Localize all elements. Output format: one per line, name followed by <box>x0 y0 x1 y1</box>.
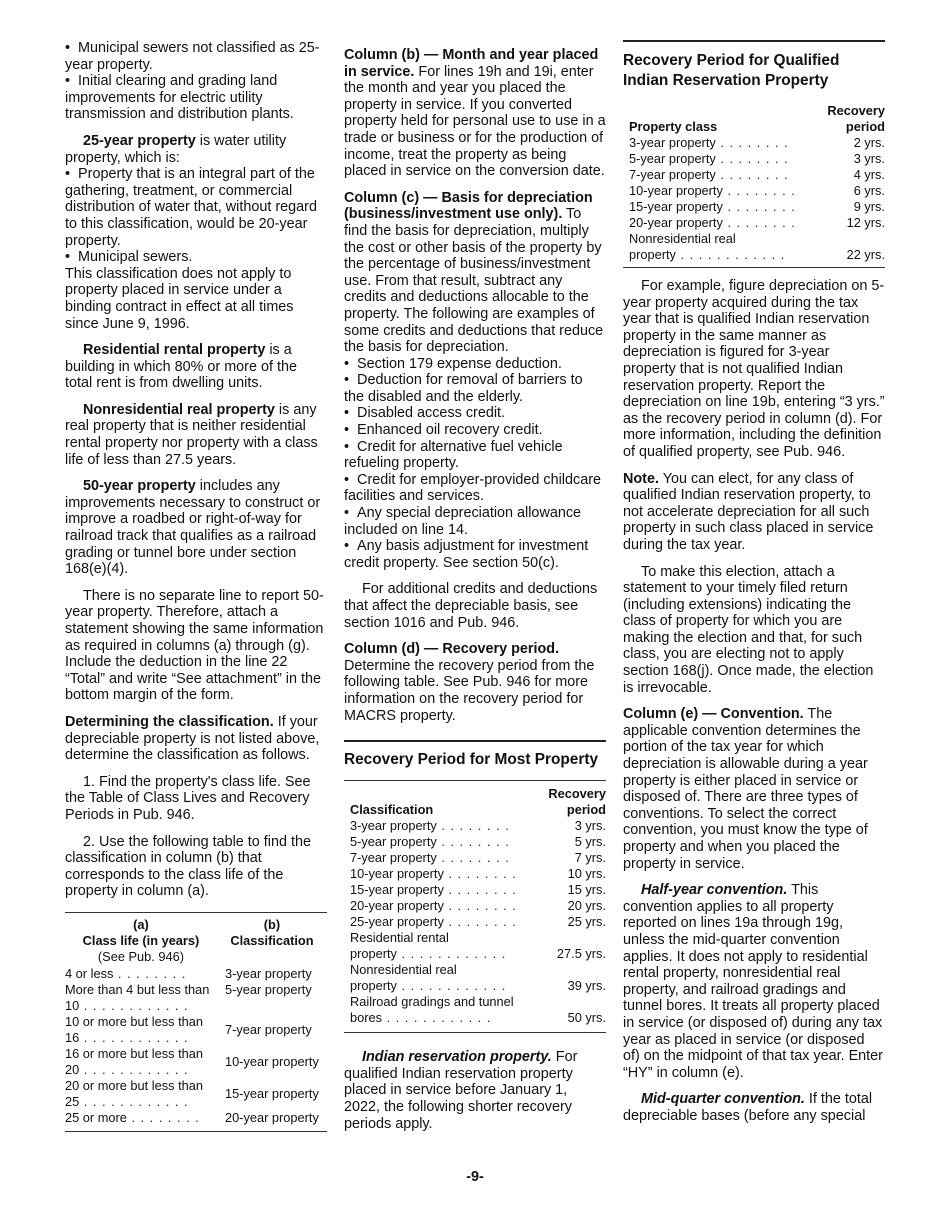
property-class-line-1: 20-year property . . . <box>350 898 540 914</box>
recovery-period-cell: 12 yrs. <box>846 215 885 230</box>
recovery-period-cell: 2 yrs. <box>853 135 885 150</box>
step-1: 1. Find the property's class life. See the Table of Class Lives and Recovery Periods in Pub. 946. <box>65 773 311 823</box>
table3-bottom-rule <box>623 267 885 268</box>
text-note: You can elect, for any class of qualified Indian reservation property, to not accelerate depreciation for all such property in such class placed in service during the tax year. <box>623 470 874 553</box>
recovery-period-cell: 15 yrs. <box>567 882 606 898</box>
table-row <box>344 962 606 994</box>
class-life-line-1: 16 or more but less than <box>65 1045 203 1061</box>
property-class-line-1: 5-year property . . . <box>350 834 540 850</box>
table-row <box>623 183 885 199</box>
text-indian-reservation: For qualified Indian reservation property placed in service before January 1, 2022, the following shorter recovery periods apply. <box>344 1049 578 1132</box>
column-1 <box>65 40 327 1132</box>
paragraph-determining <box>65 714 327 764</box>
class-life-line-1: 4 or less . . . <box>65 966 217 982</box>
property-class-line-1: 3-year property . . . <box>629 135 819 151</box>
header-b-letter: (b) <box>263 916 281 932</box>
property-class-cell <box>344 898 540 914</box>
column-3 <box>623 40 885 1135</box>
property-class-line-1: 15-year property . . . <box>629 199 819 215</box>
header-col-a <box>65 917 217 966</box>
table-row <box>344 898 606 914</box>
property-class-cell <box>623 199 819 215</box>
property-class-cell <box>623 231 819 263</box>
property-class-cell <box>344 882 540 898</box>
property-class-line-1: Railroad gradings and tunnel <box>350 994 514 1010</box>
property-class-line-2: bores . . . <box>350 1010 540 1026</box>
class-life-line-2: 20 . . . <box>65 1062 217 1078</box>
class-life-line-1: 10 or more but less than <box>65 1013 203 1029</box>
recovery-period-cell: 3 yrs. <box>574 818 606 834</box>
basis-bullet-item: • Disabled access credit. <box>344 405 606 422</box>
property-class-cell <box>344 834 540 850</box>
text-25-year-property: is water utility property, which is: <box>65 132 287 166</box>
table-row <box>65 1110 327 1126</box>
paragraph-column-d <box>344 641 606 724</box>
recovery-most-table <box>344 786 606 1026</box>
property-class-line-1: 7-year property . . . <box>629 167 819 183</box>
class-life-cell <box>65 1110 217 1126</box>
table-row <box>623 231 885 263</box>
property-class-line-1: Nonresidential real <box>350 962 457 978</box>
table-top-rule <box>65 912 327 913</box>
paragraph-no-separate-line: There is no separate line to report 50-year property. Therefore, attach a statement showing the same information as required in columns (a) through (g). Include the deduction in the line 22 “Total” and write “See attachment” in the bottom margin of the form. <box>65 587 324 704</box>
heading-indian-reservation: Indian reservation property. <box>362 1049 552 1066</box>
table2-bottom-rule <box>344 1032 606 1033</box>
property-class-cell <box>344 818 540 834</box>
header-recovery: Recovery <box>548 786 606 802</box>
paragraph-column-b <box>344 47 606 180</box>
property-class-line-1: 25-year property . . . <box>350 914 540 930</box>
basis-bullet-item: • Enhanced oil recovery credit. <box>344 422 606 439</box>
table-row <box>344 930 606 962</box>
recovery-indian-table <box>623 103 885 263</box>
text-50-year-property: includes any improvements necessary to construct or improve a roadbed or right-of-way for railroad track that qualifies as a railroad grading or tunnel bore under section 168(e)(4). <box>65 478 321 578</box>
table-bottom-rule <box>65 1131 327 1132</box>
class-life-cell <box>65 982 217 1014</box>
text-column-b: For lines 19h and 19i, enter the month and year you placed the property in service. If you converted property held for personal use to use in a trade or business or for the production of income, treat the property as being placed in service on the conversion date. <box>344 63 606 180</box>
text-half-year: This convention applies to all property reported on lines 19a through 19g, unless the mid-quarter convention applies. It does not apply to residential rental property, nonresidential real property, and railroad gradings and tunnel bores. It treats all property placed in service (or disposed of) during any tax year as placed in service (or disposed of) on the midpoint of that tax year. Enter “HY” in column (e). <box>623 882 883 1081</box>
recovery-period-cell: 5 yrs. <box>574 834 606 850</box>
classification-cell: 3-year property <box>224 965 312 981</box>
table-row <box>344 834 606 850</box>
term-nonresidential: Nonresidential real property <box>83 401 275 418</box>
property-class-line-1: 15-year property . . . <box>350 882 540 898</box>
property-class-line-2: property . . . <box>629 247 819 263</box>
table2-top-rule <box>344 780 606 781</box>
box-title-indian-property: Recovery Period for Qualified Indian Reservation Property <box>623 40 885 103</box>
header-col-b <box>217 917 327 966</box>
heading-column-e: Column (e) — Convention. <box>623 706 804 723</box>
table-row <box>65 982 327 1014</box>
header-classification: Classification <box>350 802 434 818</box>
header-a-letter: (a) <box>133 916 149 932</box>
property-class-cell <box>623 167 819 183</box>
classification-cell: 20-year property <box>224 1109 319 1125</box>
recovery-period-cell: 25 yrs. <box>567 914 606 930</box>
property-class-cell <box>344 866 540 882</box>
paragraph-half-year <box>623 882 885 1081</box>
class-life-cell <box>65 966 217 982</box>
property-class-cell <box>344 930 540 962</box>
class-life-cell <box>65 1014 217 1046</box>
table-row <box>344 818 606 834</box>
paragraph-50-year-property <box>65 478 327 578</box>
property-class-cell <box>623 215 819 231</box>
property-class-cell <box>344 914 540 930</box>
recovery-period-cell: 9 yrs. <box>853 199 885 214</box>
box-title-most-property: Recovery Period for Most Property <box>344 740 606 780</box>
header-period-3: period <box>845 119 885 134</box>
paragraph-note <box>623 471 885 554</box>
paragraph-indian-reservation <box>344 1049 606 1132</box>
basis-bullet-item: • Section 179 expense deduction. <box>344 356 606 373</box>
header-property-class: Property class <box>629 119 718 134</box>
property-class-cell <box>344 962 540 994</box>
heading-note: Note. <box>623 470 659 487</box>
table-row <box>65 1014 327 1046</box>
property-class-line-1: 5-year property . . . <box>629 151 819 167</box>
table-row <box>623 167 885 183</box>
class-life-cell <box>65 1078 217 1110</box>
text-column-c: To find the basis for depreciation, multiply the cost or other basis of the property by the percentage of business/investment use. From that result, subtract any credits and deductions allocable to the property. The following are examples of some credits and deductions that reduce the basis for depreciation. <box>344 206 604 356</box>
class-life-line-1: 20 or more but less than <box>65 1077 203 1093</box>
header-a-label: Class life (in years) <box>82 932 200 948</box>
table-row <box>623 215 885 231</box>
bullet-initial-clearing: • Initial clearing and grading land improvements for electric utility transmission and distribution plants. <box>65 73 327 123</box>
property-class-cell <box>344 994 540 1026</box>
text-residential-rental: is a building in which 80% or more of the total rent is from dwelling units. <box>65 342 297 392</box>
recovery-period-cell: 3 yrs. <box>853 151 885 166</box>
property-class-line-2: property . . . <box>350 946 540 962</box>
paragraph-example: For example, figure depreciation on 5-year property acquired during the tax year that is qualified Indian reservation property in the same manner as depreciation is figured for 3-year property that is not qualified Indian reservation property. Report the depreciation on line 19b, entering “3 yrs.” as the recovery period in column (d). For more information, including the definition of qualified property, see Pub. 946. <box>623 278 885 460</box>
basis-bullet-item: • Credit for alternative fuel vehicle refueling property. <box>344 439 606 472</box>
step-2: 2. Use the following table to find the classification in column (b) that corresponds to the class life of the property in column (a). <box>65 833 311 900</box>
header-a-note: (See Pub. 946) <box>97 948 185 964</box>
recovery-period-cell: 39 yrs. <box>567 978 606 994</box>
class-life-cell <box>65 1046 217 1078</box>
class-life-line-2: 25 . . . <box>65 1094 217 1110</box>
paragraph-25-year-property <box>65 133 327 166</box>
table-row <box>344 850 606 866</box>
table-row <box>344 914 606 930</box>
paragraph-election: To make this election, attach a statement to your timely filed return (including extensions) indicating the class of property for which you are making the election and that, for such class, you are electing not to apply section 168(j). Once made, the election is irrevocable. <box>623 563 874 696</box>
recovery-period-cell: 10 yrs. <box>567 866 606 882</box>
property-class-line-1: Nonresidential real <box>629 231 736 246</box>
class-life-line-2: 10 . . . <box>65 998 217 1014</box>
header-recovery-period-3 <box>819 103 885 135</box>
text-column-d: Determine the recovery period from the following table. See Pub. 946 for more information on the recovery period for MACRS property. <box>344 657 595 724</box>
recovery-period-cell: 27.5 yrs. <box>556 946 606 962</box>
class-life-line-1: More than 4 but less than <box>65 981 210 997</box>
property-class-line-1: 3-year property . . . <box>350 818 540 834</box>
basis-bullet-item: • Any special depreciation allowance included on line 14. <box>344 505 606 538</box>
class-life-table <box>65 917 327 1126</box>
paragraph-no-apply: This classification does not apply to property placed in service under a binding contract in effect at all times since June 9, 1996. <box>65 265 294 332</box>
classification-cell: 15-year property <box>224 1085 319 1101</box>
text-determining: If your depreciable property is not listed above, determine the classification as follows. <box>65 713 320 764</box>
property-class-cell <box>344 850 540 866</box>
property-class-line-2: property . . . <box>350 978 540 994</box>
recovery-period-cell: 20 yrs. <box>567 898 606 914</box>
table-row <box>623 135 885 151</box>
text-nonresidential: is any real property that is neither residential rental property nor property with a class life of less than 27.5 years. <box>65 401 318 468</box>
header-recovery-3: Recovery <box>827 103 885 118</box>
table-row <box>344 882 606 898</box>
basis-bullet-item: • Deduction for removal of barriers to the disabled and the elderly. <box>344 372 606 405</box>
heading-column-d: Column (d) — Recovery period. <box>344 641 560 658</box>
paragraph-nonresidential <box>65 402 327 468</box>
heading-mid-quarter: Mid-quarter convention. <box>641 1091 805 1108</box>
paragraph-column-c <box>344 190 606 356</box>
property-class-cell <box>623 151 819 167</box>
paragraph-residential-rental <box>65 342 327 392</box>
classification-cell: 5-year property <box>224 981 312 997</box>
basis-bullet-item: • Credit for employer-provided childcare facilities and services. <box>344 472 606 505</box>
table-row <box>344 994 606 1026</box>
property-class-line-1: 20-year property . . . <box>629 215 819 231</box>
recovery-period-cell: 7 yrs. <box>574 850 606 866</box>
table-row <box>344 866 606 882</box>
classification-cell: 7-year property <box>224 1021 312 1037</box>
header-b-label: Classification <box>230 932 314 948</box>
table-row <box>65 1078 327 1110</box>
table-row <box>65 966 327 982</box>
classification-cell: 10-year property <box>224 1053 319 1069</box>
term-residential-rental: Residential rental property <box>83 342 266 359</box>
class-life-line-2: 16 . . . <box>65 1030 217 1046</box>
paragraph-additional-credits: For additional credits and deductions that affect the depreciable basis, see section 1016 and Pub. 946. <box>344 581 598 631</box>
bullet-municipal-sewers: • Municipal sewers not classified as 25-year property. <box>65 40 327 73</box>
property-class-line-1: Residential rental <box>350 930 449 946</box>
property-class-line-1: 10-year property . . . <box>350 866 540 882</box>
heading-determining: Determining the classification. <box>65 713 274 730</box>
paragraph-column-e <box>623 706 885 872</box>
text-column-e: The applicable convention determines the portion of the tax year for which depreciation is allowable during a year property is either placed in service or disposed of. There are three types of conventions. To select the correct convention, you must know the type of property and when you placed the property in service. <box>623 706 868 872</box>
table-row <box>623 151 885 167</box>
column-2 <box>344 47 606 1142</box>
property-class-line-1: 10-year property . . . <box>629 183 819 199</box>
header-period: period <box>566 802 606 818</box>
header-recovery-period <box>540 786 606 818</box>
table-row <box>623 199 885 215</box>
term-25-year-property: 25-year property <box>83 132 196 149</box>
text-mid-quarter: If the total depreciable bases (before any special <box>623 1091 873 1124</box>
basis-bullet-item: • Any basis adjustment for investment credit property. See section 50(c). <box>344 538 606 571</box>
bullet-water-property: • Property that is an integral part of the gathering, treatment, or commercial distribution of water that, without regard to this classification, would be 20-year property. <box>65 166 327 249</box>
page-number: -9- <box>466 1169 484 1185</box>
property-class-line-1: 7-year property . . . <box>350 850 540 866</box>
heading-column-c: Column (c) — Basis for depreciation (business/investment use only). <box>344 189 593 223</box>
recovery-period-cell: 4 yrs. <box>853 167 885 182</box>
heading-half-year: Half-year convention. <box>641 882 788 899</box>
bullet-municipal-sewers-2: • Municipal sewers. <box>65 249 327 266</box>
recovery-period-cell: 50 yrs. <box>567 1010 606 1026</box>
term-50-year-property: 50-year property <box>83 478 196 495</box>
heading-column-b: Column (b) — Month and year placed in service. <box>344 47 599 80</box>
recovery-period-cell: 6 yrs. <box>853 183 885 198</box>
class-life-line-1: 25 or more . . . <box>65 1110 217 1126</box>
paragraph-mid-quarter <box>623 1091 885 1124</box>
table-row <box>65 1046 327 1078</box>
property-class-cell <box>623 135 819 151</box>
basis-bullet-list <box>344 356 606 572</box>
property-class-cell <box>623 183 819 199</box>
recovery-period-cell: 22 yrs. <box>846 247 885 262</box>
